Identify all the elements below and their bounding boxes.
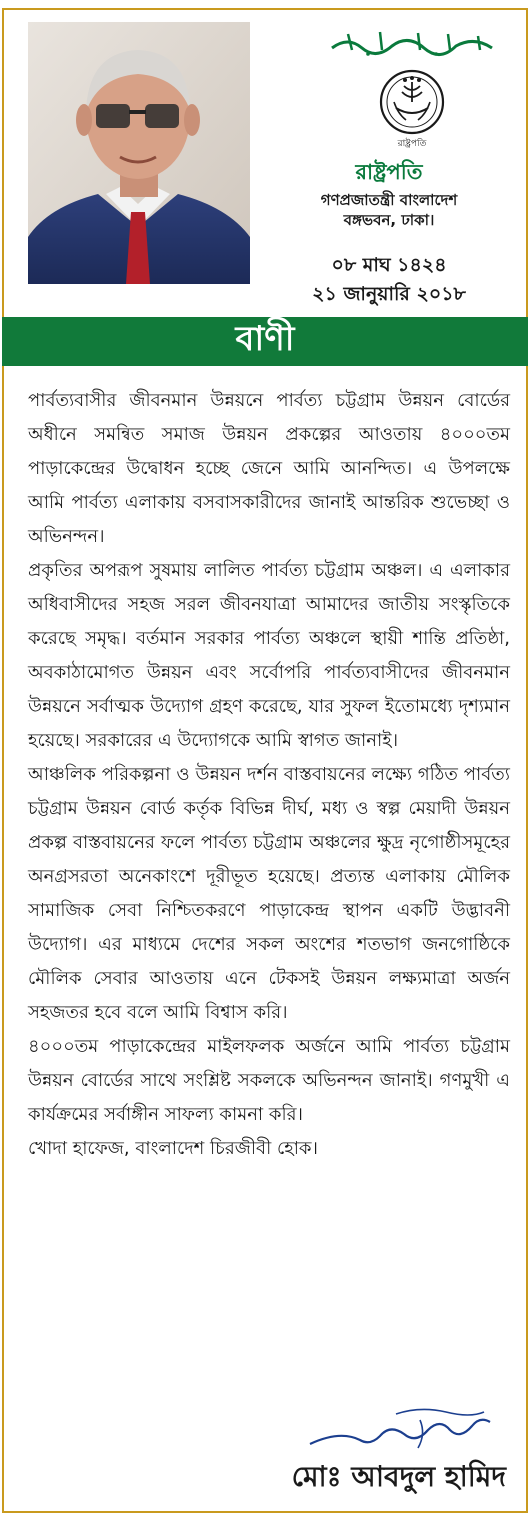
president-title: রাষ্ট্রপতি	[355, 160, 423, 184]
message-paragraph-4: ৪০০০তম পাড়াকেন্দ্রের মাইলফলক অর্জনে আমি পার্বত্য চট্টগ্রাম উন্নয়ন বোর্ডের সাথে সংশ্লিষ্ট সকলকে অভিনন্দন জানাই। গণমুখী এ কার্যক্রমের সর্বাঙ্গীন সাফল্য কামনা করি।	[28, 1036, 510, 1125]
presidential-emblem	[376, 68, 448, 150]
message-banner	[2, 317, 528, 366]
date-bangla: ০৮ মাঘ ১৪২৪	[331, 254, 447, 276]
emblem-caption: রাষ্ট্রপতি	[397, 139, 427, 149]
emblem-icon	[376, 68, 448, 150]
country-name: গণপ্রজাতন্ত্রী বাংলাদেশ	[320, 191, 458, 209]
president-portrait	[28, 22, 250, 284]
header-block	[258, 10, 520, 310]
message-paragraph-5: খোদা হাফেজ, বাংলাদেশ চিরজীবী হোক।	[28, 1138, 318, 1159]
office-address	[258, 190, 520, 230]
portrait-image	[28, 22, 250, 284]
bismillah-calligraphy	[328, 28, 496, 58]
bangabhaban-address: বঙ্গভবন, ঢাকা।	[343, 211, 435, 229]
message-body	[28, 384, 510, 1166]
bismillah-icon	[328, 28, 496, 58]
banner-title: বাণী	[235, 319, 295, 359]
date-gregorian: ২১ জানুয়ারি ২০১৮	[312, 283, 466, 305]
signatory-name: মোঃ আবদুল হামিদ	[291, 1460, 506, 1493]
message-paragraph-1: পার্বত্যবাসীর জীবনমান উন্নয়নে পার্বত্য চট্টগ্রাম উন্নয়ন বোর্ডের অধীনে সমন্বিত সমাজ উন্নয়ন প্রকল্পের আওতায় ৪০০০তম পাড়াকেন্দ্রের উদ্বোধন হচ্ছে জেনে আমি আনন্দিত। এ উপলক্ষে আমি পার্বত্য এলাকায় বসবাসকারীদের জানাই আন্তরিক শুভেচ্ছা ও অভিনন্দন।	[28, 390, 510, 547]
message-paragraph-2: প্রকৃতির অপরূপ সুষমায় লালিত পার্বত্য চট্টগ্রাম অঞ্চল। এ এলাকার অধিবাসীদের সহজ সরল জীবনযাত্রা আমাদের জাতীয় সংস্কৃতিকে করেছে সমৃদ্ধ। বর্তমান সরকার পার্বত্য অঞ্চলে স্থায়ী শান্তি প্রতিষ্ঠা, অবকাঠামোগত উন্নয়ন এবং সর্বোপরি পার্বত্যবাসীদের জীবনমান উন্নয়নে সর্বাত্মক উদ্যোগ গ্রহণ করেছে, যার সুফল ইতোমধ্যে দৃশ্যমান হয়েছে। সরকারের এ উদ্যোগকে আমি স্বাগত জানাই।	[28, 560, 510, 751]
signature-icon	[300, 1400, 500, 1460]
message-paragraph-3: আঞ্চলিক পরিকল্পনা ও উন্নয়ন দর্শন বাস্তবায়নের লক্ষ্যে গঠিত পার্বত্য চট্টগ্রাম উন্নয়ন বোর্ড কর্তৃক বিভিন্ন দীর্ঘ, মধ্য ও স্বল্প মেয়াদী উন্নয়ন প্রকল্প বাস্তবায়নের ফলে পার্বত্য চট্টগ্রাম অঞ্চলের ক্ষুদ্র নৃগোষ্ঠীসমূহের অনগ্রসরতা অনেকাংশে দূরীভূত হয়েছে। প্রত্যন্ত এলাকায় মৌলিক সামাজিক সেবা নিশ্চিতকরণে পাড়াকেন্দ্র স্থাপন একটি উদ্ভাবনী উদ্যোগ। এর মাধ্যমে দেশের সকল অংশের শতভাগ জনগোষ্ঠিকে মৌলিক সেবার আওতায় এনে টেকসই উন্নয়ন লক্ষ্যমাত্রা অর্জন সহজতর হবে বলে আমি বিশ্বাস করি।	[28, 764, 510, 1023]
handwritten-signature	[300, 1400, 500, 1460]
